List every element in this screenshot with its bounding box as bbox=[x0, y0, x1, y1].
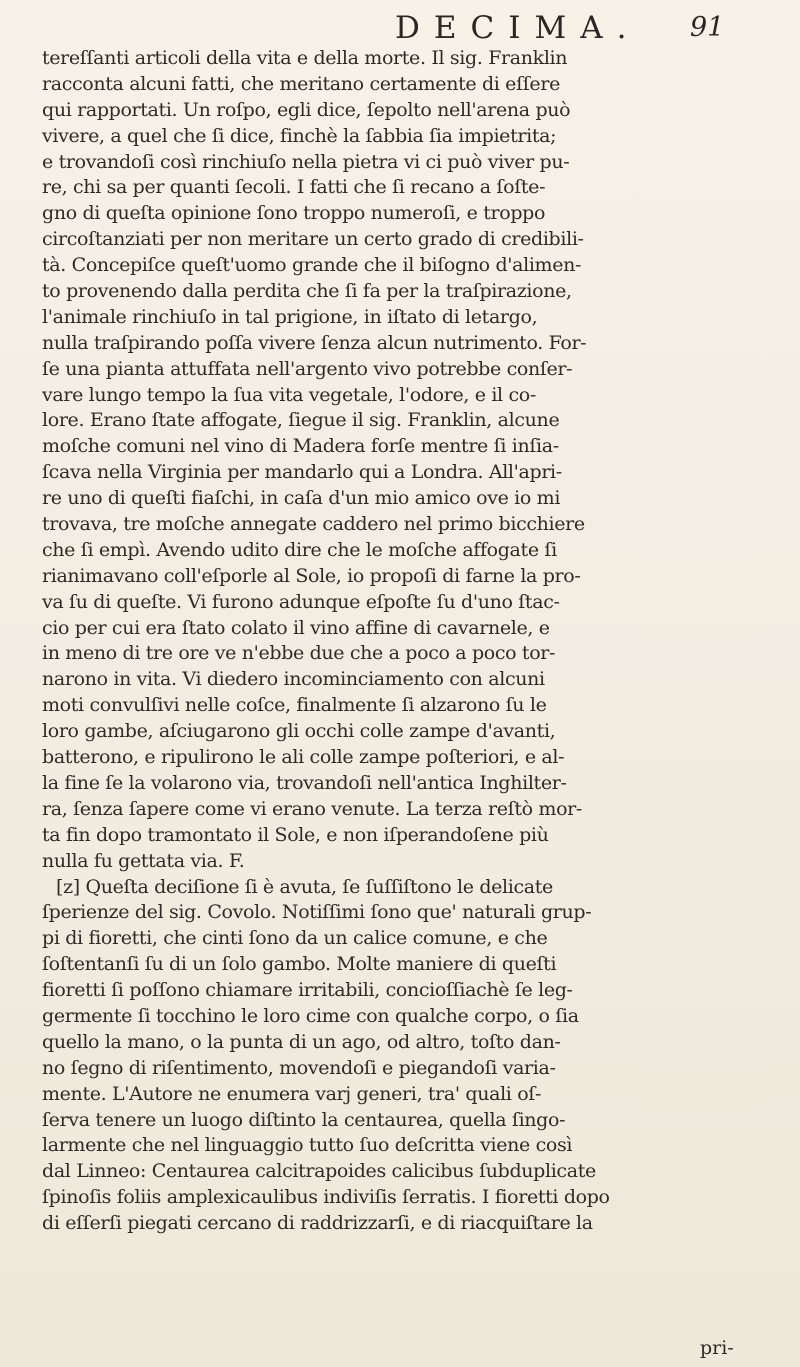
text-line: gno di queſta opinione ſono troppo numeroſi, e troppo bbox=[42, 202, 546, 225]
text-line: circoſtanziati per non meritare un certo grado di credibili- bbox=[42, 228, 584, 251]
text-line: mente. L'Autore ne enumera varj generi, tra' quali oſ- bbox=[42, 1082, 542, 1105]
body-text bbox=[42, 46, 782, 1237]
text-line: ſerva tenere un luogo diſtinto la centaurea, quella ſingo- bbox=[42, 1108, 566, 1131]
text-line: tereſſanti articoli della vita e della morte. Il sig. Franklin bbox=[42, 47, 568, 69]
text-line: [z] Queſta deciſione ſi è avuta, ſe ſuſſiſtono le delicate bbox=[56, 875, 553, 898]
text-line: narono in vita. Vi diedero incominciamento con alcuni bbox=[42, 668, 545, 691]
text-line: ſperienze del sig. Covolo. Notiſſimi ſono que' naturali grup- bbox=[42, 901, 592, 924]
text-line: in meno di tre ore ve n'ebbe due che a poco a poco tor- bbox=[42, 642, 556, 665]
text-line: ſe una pianta attuffata nell'argento vivo potrebbe conſer- bbox=[42, 357, 573, 380]
text-line: pi di fioretti, che cinti ſono da un calice comune, e che bbox=[42, 927, 548, 950]
text-line: no ſegno di riſentimento, movendoſi e piegandoſi varia- bbox=[42, 1056, 556, 1079]
text-line: lore. Erano ſtate affogate, ſiegue il sig. Franklin, alcune bbox=[42, 409, 560, 432]
text-line: germente ſi tocchino le loro cime con qualche corpo, o ſia bbox=[42, 1004, 579, 1027]
text-line: re uno di queſti fiaſchi, in caſa d'un mio amico ove io mi bbox=[42, 487, 561, 510]
text-line: e trovandoſi così rinchiuſo nella pietra vi ci può viver pu- bbox=[42, 150, 570, 173]
text-line: ſoſtentanſi ſu di un ſolo gambo. Molte maniere di queſti bbox=[42, 953, 557, 976]
text-line: dal Linneo: Centaurea calcitrapoides calicibus ſubduplicate bbox=[42, 1160, 596, 1183]
text-line: ſpinoſis foliis amplexicaulibus indiviſis ſerratis. I fioretti dopo bbox=[42, 1186, 610, 1209]
text-line: racconta alcuni fatti, che meritano certamente di eſſere bbox=[42, 72, 560, 95]
text-line: qui rapportati. Un roſpo, egli dice, ſepolto nell'arena può bbox=[42, 98, 571, 121]
text-line: nulla fu gettata via. F. bbox=[42, 849, 245, 872]
text-line: loro gambe, aſciugarono gli occhi colle zampe d'avanti, bbox=[42, 720, 556, 743]
text-line: fioretti ſi poſſono chiamare irritabili, concioſſiachè ſe leg- bbox=[42, 979, 573, 1002]
text-line: di eſſerſi piegati cercano di raddrizzarſi, e di riacquiſtare la bbox=[42, 1212, 593, 1235]
text-line: che ſi empì. Avendo udito dire che le moſche affogate ſi bbox=[42, 538, 557, 561]
text-line: tà. Concepiſce queſt'uomo grande che il biſogno d'alimen- bbox=[42, 254, 582, 277]
text-line: ſcava nella Virginia per mandarlo qui a Londra. All'apri- bbox=[42, 461, 562, 484]
text-line: moſche comuni nel vino di Madera forſe mentre ſi inſia- bbox=[42, 435, 559, 458]
text-line: re, chi sa per quanti ſecoli. I fatti che ſi recano a ſoſte- bbox=[42, 176, 546, 199]
text-line: la fine ſe la volarono via, trovandoſi nell'antica Inghilter- bbox=[42, 771, 567, 794]
text-line: cio per cui era ſtato colato il vino affine di cavarnele, e bbox=[42, 616, 550, 639]
page-header bbox=[0, 10, 800, 46]
text-line: to provenendo dalla perdita che ſi fa per la traſpirazione, bbox=[42, 280, 572, 303]
text-line: larmente che nel linguaggio tutto ſuo deſcritta viene così bbox=[42, 1134, 573, 1157]
text-line: batterono, e ripulirono le ali colle zampe poſteriori, e al- bbox=[42, 746, 565, 769]
running-title: DECIMA. bbox=[395, 10, 641, 46]
text-line: nulla traſpirando poſſa vivere ſenza alcun nutrimento. For- bbox=[42, 331, 587, 354]
text-line: ta fin dopo tramontato il Sole, e non iſperandoſene più bbox=[42, 823, 549, 846]
text-line: quello la mano, o la punta di un ago, od altro, toſto dan- bbox=[42, 1030, 561, 1053]
text-line: va ſu di queſte. Vi furono adunque eſpoſte ſu d'uno ſtac- bbox=[42, 590, 560, 613]
text-line: vivere, a quel che ſi dice, finchè la ſabbia ſia impietrita; bbox=[42, 124, 557, 147]
text-line: trovava, tre moſche annegate caddero nel primo bicchiere bbox=[42, 513, 585, 536]
text-line: moti convulſivi nelle coſce, finalmente ſi alzarono ſu le bbox=[42, 694, 547, 717]
text-line: rianimavano coll'eſporle al Sole, io propoſi di farne la pro- bbox=[42, 564, 581, 587]
catchword: pri- bbox=[700, 1337, 734, 1359]
page-number: 91 bbox=[690, 12, 725, 43]
text-line: l'animale rinchiuſo in tal prigione, in iſtato di letargo, bbox=[42, 305, 538, 328]
text-line: vare lungo tempo la ſua vita vegetale, l'odore, e il co- bbox=[42, 383, 536, 406]
text-line: ra, ſenza ſapere come vi erano venute. La terza reſtò mor- bbox=[42, 797, 582, 820]
